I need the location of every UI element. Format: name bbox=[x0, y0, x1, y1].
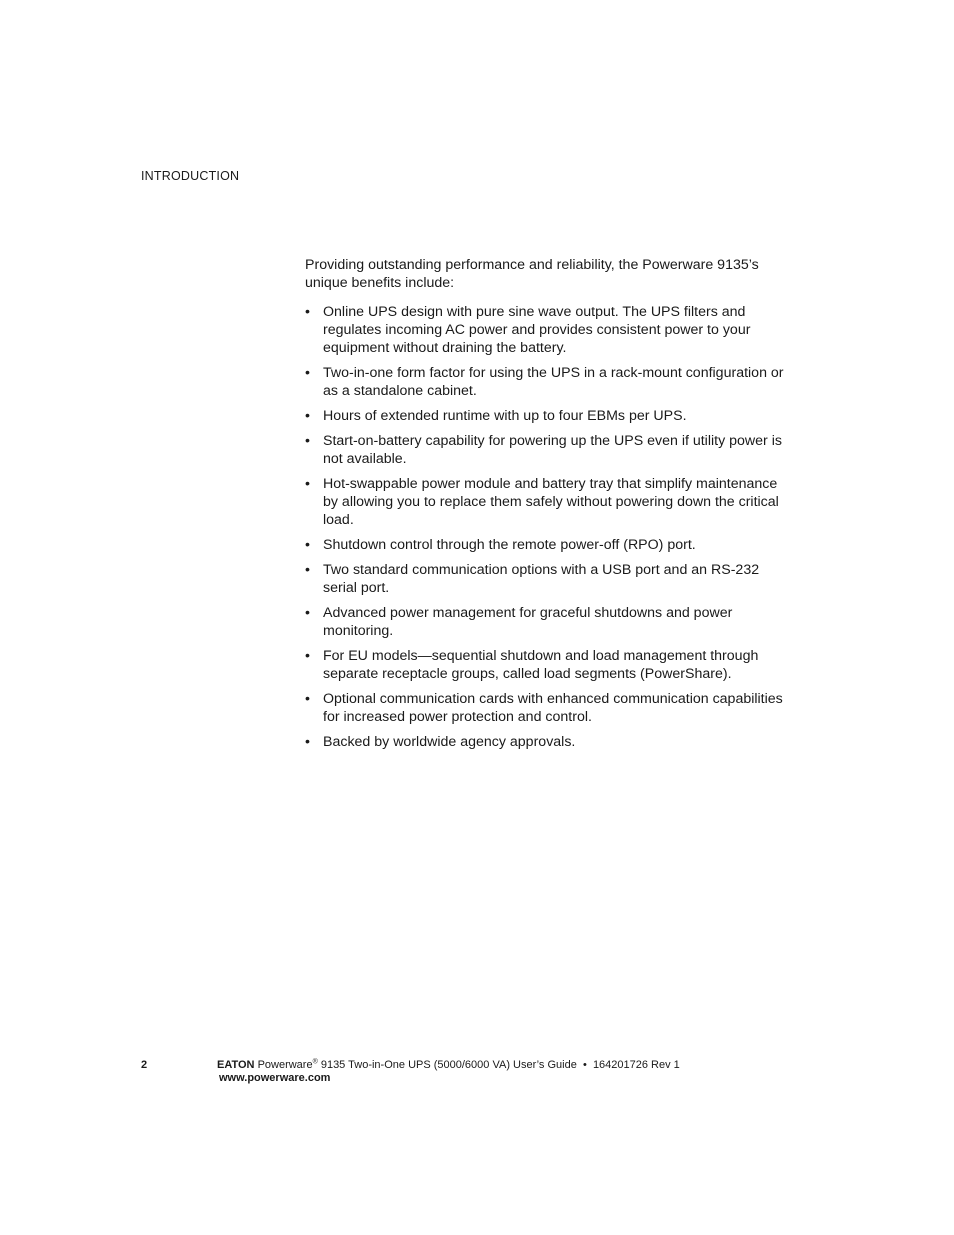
page-number: 2 bbox=[141, 1059, 148, 1071]
bullet-icon: • bbox=[305, 691, 310, 707]
section-header: INTRODUCTION bbox=[141, 169, 240, 183]
footer-product: Powerware bbox=[257, 1059, 313, 1071]
list-item-text: Shutdown control through the remote power-off (RPO) port. bbox=[323, 537, 696, 553]
list-item bbox=[305, 303, 795, 357]
list-item-text: Two-in-one form factor for using the UPS in a rack-mount configuration or as a standalone cabinet. bbox=[323, 365, 784, 399]
bullet-icon: • bbox=[305, 365, 310, 381]
bullet-icon: • bbox=[305, 408, 310, 424]
list-item-text: Backed by worldwide agency approvals. bbox=[323, 734, 576, 750]
bullet-icon: • bbox=[305, 734, 310, 750]
list-item-text: Hot-swappable power module and battery tray that simplify maintenance by allowing you to replace them safely without powering down the critical load. bbox=[323, 476, 779, 528]
bullet-icon: • bbox=[305, 537, 310, 553]
list-item bbox=[305, 407, 795, 425]
footer-guide-title: 9135 Two-in-One UPS (5000/6000 VA) User’s Guide bbox=[320, 1059, 577, 1071]
list-item bbox=[305, 604, 795, 640]
footer-separator: • bbox=[582, 1059, 587, 1071]
list-item bbox=[305, 475, 795, 529]
body-content bbox=[305, 256, 795, 758]
list-item-text: Hours of extended runtime with up to four EBMs per UPS. bbox=[323, 408, 687, 424]
footer-brand: EATON bbox=[217, 1059, 255, 1071]
list-item-text: Two standard communication options with a USB port and an RS-232 serial port. bbox=[323, 562, 760, 596]
registered-mark: ® bbox=[312, 1058, 318, 1066]
list-item-text: Start-on-battery capability for powering up the UPS even if utility power is not available. bbox=[323, 433, 782, 467]
list-item-text: Optional communication cards with enhanced communication capabilities for increased power protection and control. bbox=[323, 691, 783, 725]
intro-paragraph: Providing outstanding performance and reliability, the Powerware 9135’s unique benefits include: bbox=[305, 257, 759, 291]
list-item bbox=[305, 364, 795, 400]
footer-document-title bbox=[217, 1059, 680, 1072]
bullet-icon: • bbox=[305, 433, 310, 449]
list-item bbox=[305, 432, 795, 468]
bullet-icon: • bbox=[305, 476, 310, 492]
list-item-text: Online UPS design with pure sine wave output. The UPS filters and regulates incoming AC power and provides consistent power to your equipment without draining the battery. bbox=[323, 304, 751, 356]
list-item bbox=[305, 733, 795, 751]
bullet-icon: • bbox=[305, 562, 310, 578]
benefits-list bbox=[305, 303, 795, 751]
list-item bbox=[305, 561, 795, 597]
bullet-icon: • bbox=[305, 605, 310, 621]
footer-url: www.powerware.com bbox=[219, 1072, 331, 1084]
list-item-text: For EU models—sequential shutdown and load management through separate receptacle groups, called load segments (PowerShare). bbox=[323, 648, 759, 682]
bullet-icon: • bbox=[305, 648, 310, 664]
list-item bbox=[305, 536, 795, 554]
list-item-text: Advanced power management for graceful shutdowns and power monitoring. bbox=[323, 605, 733, 639]
footer-doc-number: 164201726 Rev 1 bbox=[592, 1059, 680, 1071]
list-item bbox=[305, 647, 795, 683]
bullet-icon: • bbox=[305, 304, 310, 320]
list-item bbox=[305, 690, 795, 726]
